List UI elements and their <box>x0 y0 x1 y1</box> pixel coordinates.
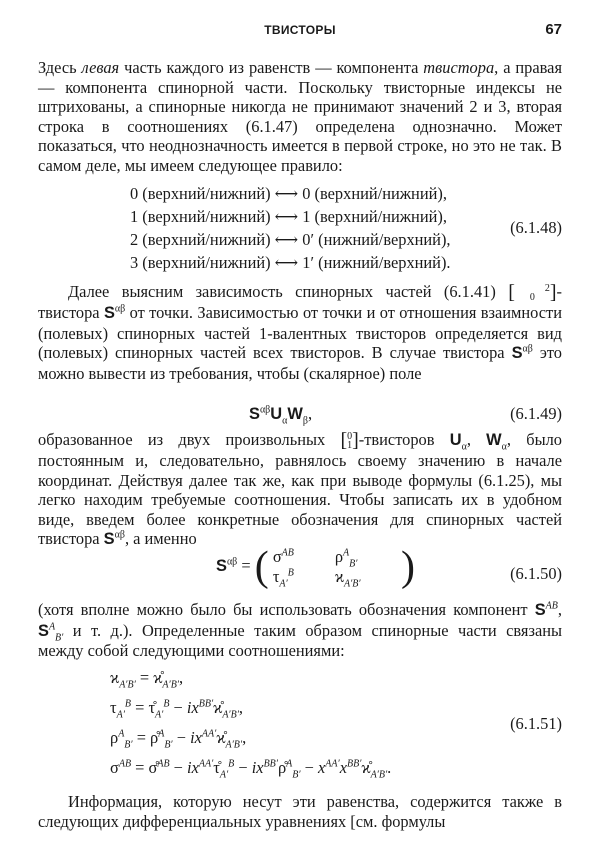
equation-line: $\rho^A_{B'}$ = ρ̊$^A_{B'}$ − $ix^{AA'}ϰ̊_{A'B'}$, <box>110 728 247 751</box>
matrix-equation <box>216 546 415 588</box>
spinor-matrix <box>272 547 397 590</box>
paragraph-dependence: Далее выясним зависимость спинорных частей (6.1.41) [ 2 0 ]-твистора $S^{\alpha\beta}$ от точки. Зависимостью от точки и от отношения взаимности (полевых) спинорных частей 1-валентных твисторов определяется вид (полевых) спинорных частей всех твисторов. В случае твистора $S^{\alpha\beta}$ это можно вывести из требования, чтобы (скалярное) поле <box>38 281 562 383</box>
page-header <box>38 20 562 44</box>
equation-6-1-51 <box>38 664 562 782</box>
right-paren: ) <box>400 544 415 590</box>
paragraph-components: (хотя вполне можно было бы использовать обозначения компонент $S^{AB}$, $S^A_{B'}$ и т. д.). Определенные таким образом спинорные части связаны между собой следующими соотношениями: <box>38 600 562 661</box>
equation-6-1-48 <box>38 184 562 272</box>
equation-number: (6.1.51) <box>510 714 562 733</box>
matrix-cell: $\tau_{A'}^B$ <box>272 567 294 590</box>
equation-line: 2 (верхний/нижний) ⟷ 0′ (нижний/верхний), <box>130 230 451 249</box>
equation-line: 1 (верхний/нижний) ⟷ 1 (верхний/нижний), <box>130 207 447 226</box>
matrix-cell: $\rho^A_{B'}$ <box>334 547 358 570</box>
left-paren: ( <box>254 544 269 590</box>
matrix-lhs: $S^{\alpha\beta}$ = <box>216 555 251 575</box>
page-number: 67 <box>545 21 562 38</box>
paragraph-fields: образованное из двух произвольных [0 1]-твисторов $U_\alpha$, $W_\alpha$, было постоянным и, следовательно, равнялось своему значению в начале координат. Действуя далее так же, как при выводе формулы (6.1.25), мы легко находим требуемые соотношения. Чтобы записать их в удобном виде, введем более конкретные обозначения для спинорных частей твистора $S^{\alpha\beta}$, а именно <box>38 429 562 549</box>
running-title: ТВИСТОРЫ <box>264 23 336 37</box>
equation-line: 3 (верхний/нижний) ⟷ 1′ (нижний/верхний). <box>130 253 451 272</box>
equation-6-1-50 <box>38 546 562 598</box>
equation-line: 0 (верхний/нижний) ⟷ 0 (верхний/нижний), <box>130 184 447 203</box>
equation-line: $\tau_{A'}^B$ = $\taů_{A'}^B$ − $ix^{BB'}ϰ̊_{A'B'}$, <box>110 698 244 721</box>
matrix-cell: $ϰ_{A'B'}$ <box>334 567 361 590</box>
equation-number: (6.1.50) <box>510 564 562 583</box>
equation-6-1-49 <box>38 404 562 426</box>
matrix-cell: $\sigma^{AB}$ <box>272 547 294 566</box>
paragraph-intro: Здесь левая часть каждого из равенств — компонента твистора, а правая — компонента спинорной части. Поскольку твисторные индексы не штрихованы, а спинорные никогда не принимают значений 2 и 3, вторая строка в соотношениях (6.1.47) определена однозначно. Может показаться, что неоднозначность имеется в первой строке, но это не так. В самом деле, мы имеем следующее правило: <box>38 58 562 175</box>
equation-number: (6.1.49) <box>510 404 562 423</box>
equation-number: (6.1.48) <box>510 218 562 237</box>
equation-body: $S^{\alpha\beta}U_\alpha W_\beta$, <box>249 404 313 427</box>
equation-line: $\sigma^{AB}$ = σ̊$^{AB}$ − $ix^{AA'}\taů_{A'}^B$ − $ix^{BB'}\rho̊^A_{B'}$ − $x^{AA'}x^{BB'}ϰ̊_{A'B'}$. <box>110 758 392 781</box>
equation-line: $ϰ_{A'B'}$ = $ϰ̊_{A'B'}$, <box>110 668 184 691</box>
paragraph-info: Информация, которую несут эти равенства, содержится также в следующих дифференциальных уравнениях [см. формулы <box>38 792 562 831</box>
